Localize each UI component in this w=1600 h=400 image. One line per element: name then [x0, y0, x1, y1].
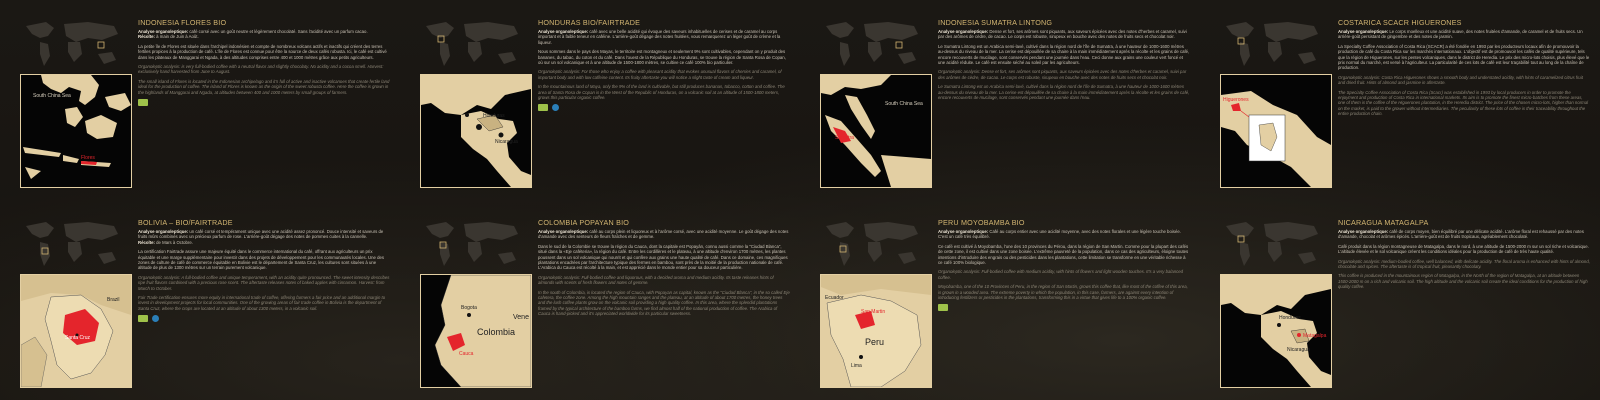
world-map-icon	[18, 216, 130, 272]
card-title: BOLIVIA – BIO/FAIRTRADE	[138, 218, 233, 227]
fairtrade-badge	[152, 315, 159, 322]
organo-label: Analyse organoleptique:	[138, 229, 189, 234]
origin-card	[400, 0, 800, 200]
region-en: Fair Trade certification ensures more equity in international trade of coffee, offering farmers a fair price and an additional margin to invest in development projects for local communities. One of the growing areas of fair trade coffee in Bolivia is the department of Santa Cruz, where the crops are located at an altitude of about 1300 meters, in a volcanic soil.	[138, 295, 386, 311]
harvest-label: Récolte:	[138, 239, 155, 245]
origin-map	[420, 74, 532, 188]
map-label: South China Sea	[885, 101, 923, 107]
organic-badge	[538, 104, 548, 111]
organic-badge	[138, 315, 148, 322]
map-label: Flores	[81, 155, 95, 161]
origin-map	[820, 74, 932, 188]
origin-card	[800, 0, 1200, 200]
map-label: South China Sea	[33, 93, 71, 99]
card-title: INDONESIA SUMATRA LINTONG	[938, 18, 1053, 27]
harvest-fr: de Mars à Octobre.	[156, 239, 193, 245]
origin-map	[420, 274, 532, 388]
region-fr: La certification Fairtrade assure une majeure équité dans le commerce international du café, offrant aux agriculteurs un prix équitable et une marge supplémentaire pour investir dans des projets de développement pour les communautés locales. Une des zones de culture de café de commerce équitable en Bolivie est le département de Santa Cruz, les cultures sont situées à une altitude de plus de 1300 mètres sur un terrain purement volcanique.	[138, 249, 385, 271]
map-label: Nicaragua	[1287, 347, 1310, 353]
card-title: COLOMBIA POPAYAN BIO	[538, 218, 630, 227]
region-fr: Nous sommes dans le pays des Mayas, le territoire est montagneux et seulement 9% sont cultivables, cependant on y produit des bananes, du tabac, du coton et du café. Dans l'ouest de la République du Honduras, se trouve la région de Santa Rosa de Copan, où sur un sol volcanique et à une altitude de 1500-1800 mètres, se cultive ce café 100% bio particulier.	[538, 49, 786, 66]
map-label: Santa Cruz	[65, 335, 91, 341]
region-en: The Specialty Coffee Association of Costa Rica (Scacr) was established in 1993 by local producers in order to promote the enjoyment and production of Costa Rica in international markets. Its aim is to promote the finest micro-batches from these areas, one of them is the coffee of the Higuerones plantation, in the Heredia district. The price of the chosen micro-lots, higher than normal on the market, is paid to the grower without intermediaries. The peculiarity of these lots of coffee is their traceability throughout the entire production chain.	[1338, 89, 1589, 117]
organo-fr: un café corsé et tempérament unique avec une acidité assez prononcé. Douce intensité et saveurs de fruits mûrs combinés avec un précieux parfum de rose. L'arrière-goût dégage des notes de pommes cuites à la cannelle.	[138, 229, 384, 240]
region-fr: La petite île de Flores est située dans l'archipel indonésien et compte de nombreux volcans actifs et inactifs qui créent des terres fertiles propices à la production de café. L'île de Flores est connue pour être la source de deux cafés robusta. Ici, le café est cultivé dans les plateaux de Manggarai et Ngada, à des altitudes comprises entre 400 et 1000 mètres grâce aux petits agriculteurs.	[138, 43, 387, 60]
card-text	[938, 218, 1190, 394]
organo-fr: café de corps moyen, bien équilibré par une délicate acidité. L'arôme floral est rehaussé par des notes d'amande, chocolat et arômes épicés. L'arrière-goût est de fruits tropicaux, agréablement chocolaté.	[1338, 229, 1584, 240]
origin-card	[1200, 0, 1600, 200]
map-label: Colombia	[477, 327, 516, 337]
world-map-icon	[818, 216, 930, 272]
region-en: Le Sumatra Lintong est un Arabica semi-lavé, cultivé dans la région nord de l'île de Sumatra, à une hauteur de 1000-1600 mètres au-dessus du niveau de la mer. La cerise est dépouillée de sa chaire à la main immédiatement après la récolte et les grains de café, encore recouverts de mucilage, sont conservés pendant une journée dans l'eau.	[938, 84, 1190, 101]
map-label: Peru	[865, 337, 885, 347]
region-en: In the mountainous land of Maya, only the 9% of the land is cultivable, but still produces bananas, tobacco, cotton and coffee. The area of Santa Rosa de Copan is in the West of the Republic of Honduras, on a volcanic soil at an altitude of 1500-1800 meters, grows this particular organic coffee.	[538, 84, 785, 101]
organo-en: Organoleptic analysis: medium-bodied coffee, well balanced, with delicate acidity. The floral aroma is enhanced with hints of almond, chocolate and spices. The aftertaste is of tropical fruit, pleasantly chocolaty.	[1338, 258, 1590, 270]
world-map-icon	[818, 16, 930, 72]
card-text	[1338, 18, 1590, 194]
world-map-icon	[418, 216, 530, 272]
organo-fr: Café au corps entier avec une acidité moyenne, avec des notes florales et une légère touche boisée. C'est un café très équilibré.	[938, 229, 1181, 240]
organo-label: Analyse organoleptique:	[138, 29, 189, 34]
map-label: Honduras	[1279, 315, 1301, 321]
region-fr: Ce café est cultivé à Moyobamba, l'une des 10 provinces du Pérou, dans la région de San Martin. Comme pour la plupart des cafés de cette zone, il est cultivé dans une zone boisée. L'extrême pauvreté de la population, dans ce cas des agriculteurs, éloigne toutes intentions d'introduire des engrais ou des pesticides dans les plantations, cette limitation se transforme en une véritable richesse à ce café 100% biologique.	[938, 243, 1189, 266]
organo-en: Organoleptic analysis: Costa Rica Higuerones shows a smooth body and understated acidity, with hints of caramelized citrus fruit and dried fruit. Hints of almond and jasmine in aftertaste.	[1338, 74, 1583, 86]
origin-card	[0, 0, 400, 200]
region-fr: Dans le sud de la Colombie se trouve la région du Cauca, dont la capitale est Popayán, connu aussi comme la "Ciudad Blanca", situé dans la «Eje caféteria», la région du café. Entre les cordillères et le plateau, à une altitude d'environ 1700 mètres, les plantes poussent dans un sol volcanique qui nourrit et qui confère aux grains une haute qualité de café. Dans ce domaine, ces magnifiques plantations encadrées par l'architecture typique des fermes en bambou, sont près de la moitié de la production nationale de café. L'Arabica du Cauca est récolté à la main, et est apprécié dans le monde entier pour sa douceur particulière.	[538, 243, 788, 271]
map-label: Cauca	[459, 351, 474, 357]
region-fr: La Specialty Coffee Association of Costa Rica (SCACR) a été fondée en 1993 par les producteurs locaux afin de promouvoir la production de café du Costa Rica sur les marchés internationaux. L'objectif est de promouvoir les cafés de qualité supérieure, tels que la région de Higuerones, sur les pentes volcaniques, dans le district de Heredia. Le prix des micro-lots choisis, plus élevé que le prix normal du marché, est versé à l'agriculteur. La particularité de ces lots de café est leur traçabilité tout au long de la chaîne de production.	[1338, 43, 1590, 71]
organo-label: Analyse organoleptique:	[538, 229, 589, 234]
organic-badge	[938, 304, 948, 311]
card-text	[938, 18, 1190, 194]
organo-en: Organoleptic analysis: A full-bodied coffee and unique temperament, with an acidity quite pronounced. The sweet intensity describes ripe fruit flavors combined with a precious rose scent. The aftertaste releases notes of baked apples with cinnamon. Harvest: from March to October.	[138, 274, 390, 291]
world-map-icon	[1218, 216, 1330, 272]
organo-en: Organoleptic analysis: Dense et fort, ses arômes sont piquants, aux saveurs épicées avec des notes d'herbes et caramel, suivi par des arômes de cèdre, de cacao. Le corps est robuste, sirupeux en bouche avec des notes de fruits secs et chocolat noir.	[938, 69, 1187, 80]
harvest-label: Récolte:	[138, 34, 155, 40]
region-fr: Café produit dans la région montagneuse de Matagalpa, dans le nord, à une altitude de 1500-2000 m sur un sol riche et volcanique. L'altitude élevée et le sol volcanique créent les conditions idéales pour la production de café de très haute qualité.	[1338, 243, 1589, 255]
card-title: NICARAGUA MATAGALPA	[1338, 218, 1429, 227]
organo-fr: café corsé avec un goût neutre et légèrement chocolaté. Sans l'acidité avec un parfum cacao.	[189, 29, 368, 34]
organo-label: Analyse organoleptique:	[938, 229, 989, 234]
organo-en: Organoleptic analysis: Full-bodied coffee with medium acidity, with hints of flowers and light wooden touches. It's a very balanced coffee.	[938, 269, 1184, 280]
origin-card	[800, 200, 1200, 400]
card-title: COSTARICA SCACR HIGUERONES	[1338, 18, 1462, 27]
map-label: Ecuador	[825, 295, 844, 301]
organo-en: Organoleptic analysis: is very full-bodied coffee with a neutral flavor and slightly chocolaty. No acidity and a cocoa smell. Harvest: exclusively hand harvested from June to August.	[138, 64, 384, 75]
region-en: Moyobamba, one of the 10 Provinces of Peru, in the region of San Martin, grows this coffee that, like most of the coffee of this area, is grown in a wooded area. The extreme poverty in which the population, in this case, farmers, are against every intention of introducing fertilizers or pesticides in the plantations, transforming this in a virtue that gives life to a 100% organic coffee.	[938, 284, 1188, 301]
organo-fr: café avec une belle acidité qui évoque des saveurs inhabituelles de cerises et de caramel au corps important et à faible teneur en caféine. L'arrière-goût dégage des notes fruitées, vous remarquerez un léger goût de crème et la liqueur.	[538, 29, 781, 45]
origin-map	[20, 74, 132, 188]
organo-label: Analyse organoleptique:	[1338, 229, 1389, 234]
card-text	[1338, 218, 1590, 394]
origin-card	[1200, 200, 1600, 400]
origin-map	[1220, 74, 1332, 188]
card-title: PERU MOYOBAMBA BIO	[938, 218, 1025, 227]
region-en: In the south of Colombia, is located the region of Cauca, with Popayan as capital, known as the "Ciudad Blanca", in the so called Eje cafetera, the coffee zone. Among the high mountain ranges and the plateau, at an altitude of about 1700 metres, the honey trees and the lush coffee plants grow on the volcanic soil providing a high quality coffee. In this area, where the splendid plantations framed by the typical architecture of the bamboo farms, we find almost half of the national production of coffee. The Arabica of Cauca is hand-picked and it's appreciated worldwide for its particular sweetness.	[538, 289, 790, 317]
region-en: This coffee is produced in the mountainous region of Matagalpa, in the North of the region of Matagalpa, at an altitude between 1500-2000 m on a rich and volcanic soil. The high altitude and the volcanic soil create the ideal conditions for the production of high quality coffee.	[1338, 273, 1588, 290]
origin-map	[820, 274, 932, 388]
origin-map	[20, 274, 132, 388]
map-label: Sumatra	[835, 135, 854, 141]
fairtrade-badge	[552, 104, 559, 111]
organo-label: Analyse organoleptique:	[938, 29, 989, 34]
world-map-icon	[18, 16, 130, 72]
organo-label: Analyse organoleptique:	[538, 29, 589, 34]
organo-fr: Dense et fort, ses arômes sont piquants, aux saveurs épicées avec des notes d'herbes et caramel, suivi par des arômes de cèdre, de cacao. Le corps est robuste, sirupeux en bouche avec des notes de fruits secs et chocolat noir.	[938, 29, 1187, 40]
organo-label: Analyse organoleptique:	[1338, 29, 1389, 34]
map-label: Nicaragua	[495, 139, 518, 145]
world-map-icon	[418, 16, 530, 72]
card-text	[138, 218, 390, 394]
organo-fr: café au corps plein et liquoreux et à l'arôme corsé, avec une acidité moyenne. Le goût dégage des notes d'amande avec des senteurs de fleurs fraîches et de gemme.	[538, 229, 789, 240]
region-en: The small island of Flores is located in the Indonesian archipelago and it's full of active and inactive volcanoes that create fertile land ideal for the production of coffee. The island of Flores is known as the origin of the sweet robusta coffee. Here the coffee is grown in the highlands of Manggarai and Ngada, at altitudes between 400 and 1000 meters by small groups of farmers.	[138, 78, 390, 95]
card-title: INDONESIA FLORES BIO	[138, 18, 227, 27]
origin-card	[0, 200, 400, 400]
card-text	[138, 18, 390, 194]
card-text	[538, 18, 790, 194]
world-map-icon	[1218, 16, 1330, 72]
card-text	[538, 218, 790, 394]
map-label: Higuerones	[1223, 97, 1249, 103]
map-label: Lima	[851, 363, 862, 369]
origin-map	[1220, 274, 1332, 388]
harvest-fr: à main de Juin à Août.	[156, 34, 199, 40]
map-label: Brazil	[107, 297, 120, 303]
map-label: San Martin	[861, 309, 886, 315]
region-fr: Le Sumatra Lintong est un Arabica semi-lavé, cultivé dans la région nord de l'île de Sumatra, à une hauteur de 1000-1600 mètres au-dessus du niveau de la mer. La cerise est dépouillée de sa chaire à la main immédiatement après la récolte et les grains de café, encore recouverts de mucilage, sont conservés pendant une journée dans l'eau. Ceci donne aux grains une couleur vert foncé et une acidité réduite. Le café est ensuite séché au soleil par les agriculteurs.	[938, 43, 1190, 66]
organic-badge	[138, 99, 148, 106]
map-label: Matagalpa	[1303, 333, 1327, 339]
map-label: Bogota	[461, 305, 477, 311]
map-label: Vene	[513, 314, 529, 321]
organo-en: Organoleptic analysis: Full-bodied coffee and liquorous, with a decided aroma and medium acidity. Its taste releases hints of almonds with scents of fresh flowers and notes of gemme.	[538, 274, 774, 286]
organo-fr: Le corps moelleux et une acidité suave, des notes fruitées d'amande, de caramel et de fruits secs. Un arrière-goût persistant de gingembre et des notes de jasmin.	[1338, 29, 1583, 40]
map-label: Honduras	[483, 113, 505, 119]
card-title: HONDURAS BIO/FAIRTRADE	[538, 18, 641, 27]
origin-card	[400, 200, 800, 400]
organo-en: Organoleptic analysis: For those who enjoy a coffee with pleasant acidity that evokes unusual flavors of cherries and caramel, of important body and with low caffeine content. Its fruity aftertaste you will notice a slight taste of cream and liqueur.	[538, 69, 782, 80]
